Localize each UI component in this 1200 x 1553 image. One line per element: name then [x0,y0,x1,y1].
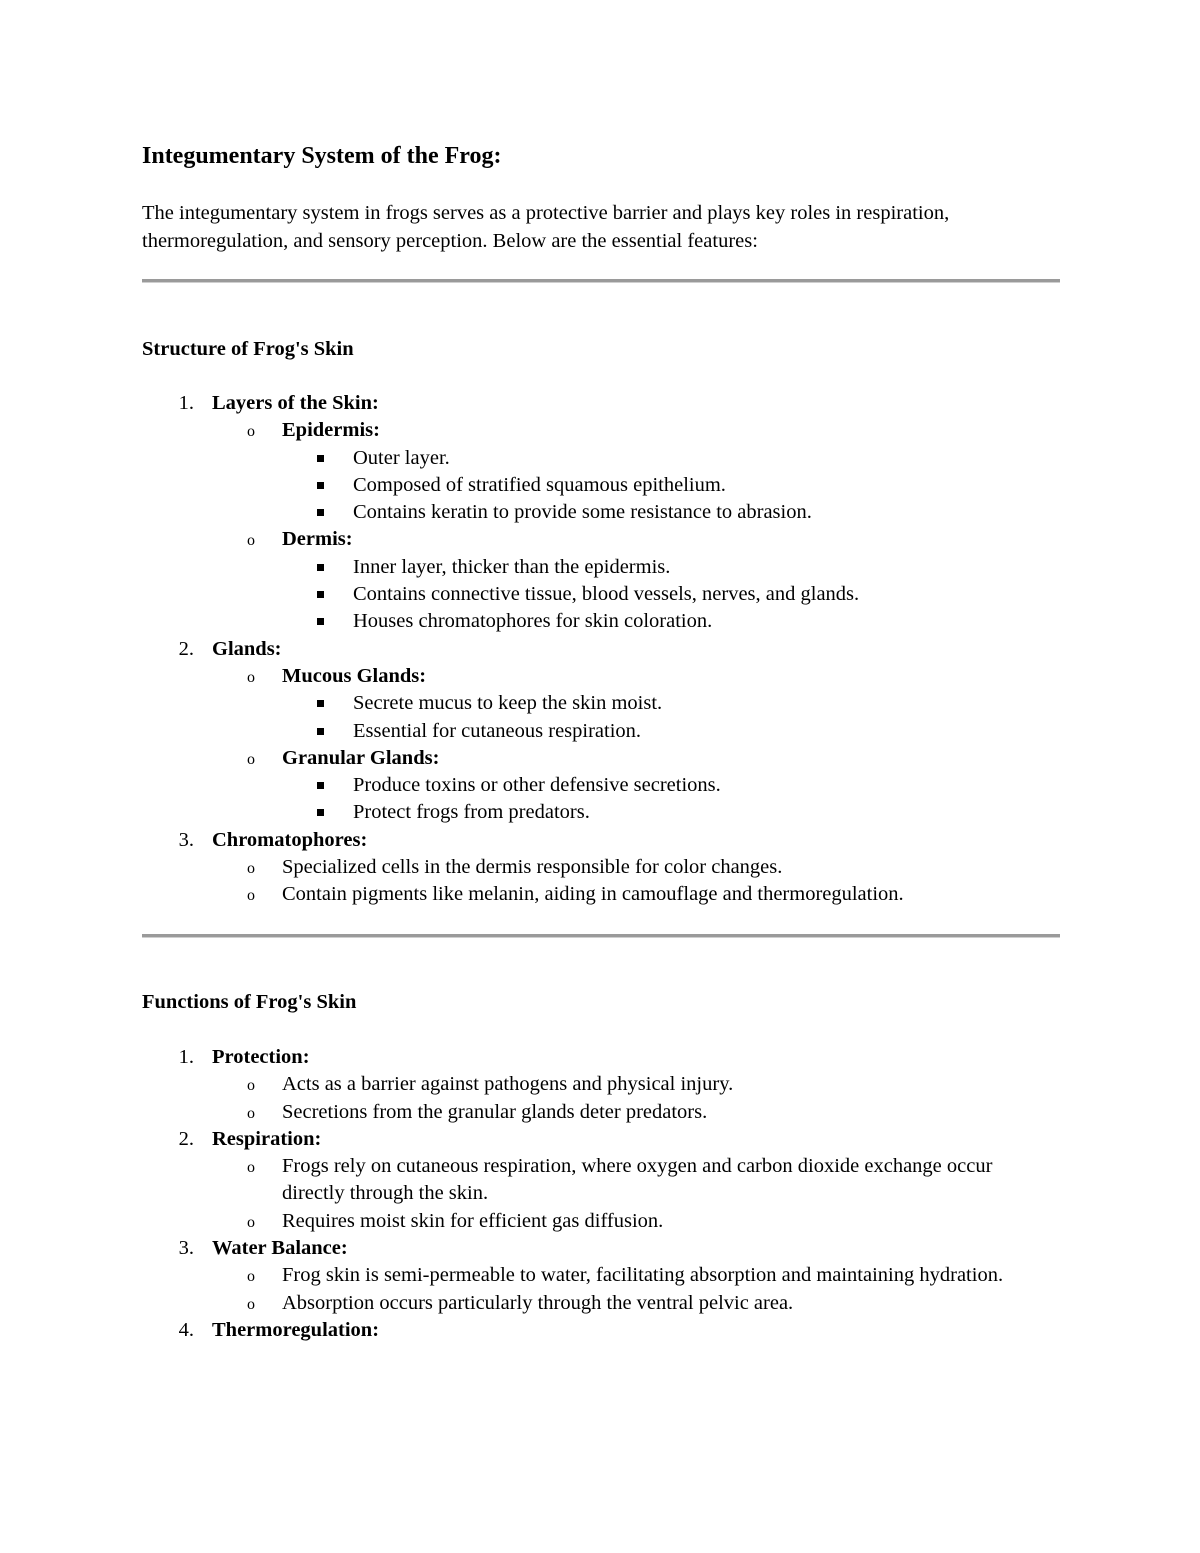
sub-item [142,1262,1060,1289]
detail-point [142,718,1060,745]
detail-point [142,554,1060,581]
detail-point-text: Contains connective tissue, blood vessels, nerves, and glands. [353,583,860,606]
sub-item-text: Absorption occurs particularly through the ventral pelvic area. [282,1291,794,1314]
intro-paragraph: The integumentary system in frogs serves as a protective barrier and plays key roles in respiration, thermoregulation, and sensory perception. Below are the essential features: [142,202,950,252]
sub-item [142,1071,1060,1098]
sub-item-text: Secretions from the granular glands deter predators. [282,1100,708,1123]
numbered-item [142,1317,1060,1344]
detail-point [142,581,1060,608]
numbered-item [142,1126,1060,1153]
detail-point [142,499,1060,526]
circle-bullet-icon: o [247,1159,255,1177]
numbered-item [142,390,1060,417]
item-label: Chromatophores: [212,828,368,851]
circle-bullet-icon: o [247,1077,255,1095]
numbered-item [142,1235,1060,1262]
sub-item [142,663,1060,690]
detail-point-text: Inner layer, thicker than the epidermis. [353,555,671,578]
item-number: 1. [178,1046,194,1068]
functions-list [142,1044,1060,1344]
detail-point-text: Contains keratin to provide some resistance to abrasion. [353,501,812,524]
sub-item-text: Specialized cells in the dermis responsible for color changes. [282,856,783,879]
structure-heading: Structure of Frog's Skin [142,338,354,360]
sub-item [142,1208,1060,1235]
circle-bullet-icon: o [247,668,255,686]
circle-bullet-icon: o [247,860,255,878]
item-label: Thermoregulation: [212,1318,380,1341]
sub-item-label: Mucous Glands: [282,664,427,687]
sub-item-text: Requires moist skin for efficient gas diffusion. [282,1209,664,1232]
numbered-item [142,827,1060,854]
square-bullet-icon [317,482,324,489]
item-number: 1. [178,392,194,414]
detail-point [142,690,1060,717]
square-bullet-icon [317,591,324,598]
detail-point-text: Houses chromatophores for skin coloration. [353,610,713,633]
detail-point [142,608,1060,635]
sub-item [142,745,1060,772]
circle-bullet-icon: o [247,423,255,441]
circle-bullet-icon: o [247,887,255,905]
sub-item-text: Acts as a barrier against pathogens and physical injury. [282,1073,734,1096]
sub-item-label: Dermis: [282,528,353,551]
circle-bullet-icon: o [247,750,255,768]
detail-point-text: Composed of stratified squamous epithelium. [353,473,726,496]
detail-point-text: Essential for cutaneous respiration. [353,719,642,742]
sub-item-text: Frogs rely on cutaneous respiration, where oxygen and carbon dioxide exchange occur directly through the skin. [282,1155,993,1205]
horizontal-rule [142,934,1060,938]
document-title: Integumentary System of the Frog: [142,143,502,169]
sub-item [142,1153,1060,1208]
item-number: 3. [178,1237,194,1260]
item-number: 4. [178,1318,194,1341]
square-bullet-icon [317,618,324,625]
square-bullet-icon [317,564,324,571]
functions-heading: Functions of Frog's Skin [142,991,357,1013]
detail-point-text: Secrete mucus to keep the skin moist. [353,692,663,715]
sub-item-label: Granular Glands: [282,746,440,769]
sub-item-label: Epidermis: [282,419,380,442]
detail-point-text: Outer layer. [353,446,450,469]
circle-bullet-icon: o [247,1213,255,1231]
item-label: Water Balance: [212,1237,348,1260]
circle-bullet-icon: o [247,1104,255,1122]
item-number: 3. [178,828,194,851]
square-bullet-icon [317,509,324,516]
circle-bullet-icon: o [247,532,255,550]
square-bullet-icon [317,728,324,735]
detail-point-text: Produce toxins or other defensive secretions. [353,774,721,797]
square-bullet-icon [317,782,324,789]
circle-bullet-icon: o [247,1295,255,1313]
horizontal-rule [142,279,1060,283]
item-label: Layers of the Skin: [212,392,379,414]
sub-item [142,1290,1060,1317]
numbered-item [142,1044,1060,1071]
sub-item [142,1099,1060,1126]
detail-point [142,445,1060,472]
item-number: 2. [178,637,194,660]
item-label: Respiration: [212,1127,322,1150]
square-bullet-icon [317,809,324,816]
detail-point [142,472,1060,499]
item-number: 2. [178,1127,194,1150]
item-label: Glands: [212,637,282,660]
structure-list [142,390,1060,909]
detail-point-text: Protect frogs from predators. [353,801,590,824]
square-bullet-icon [317,700,324,707]
sub-item-text: Contain pigments like melanin, aiding in camouflage and thermoregulation. [282,883,904,906]
sub-item [142,854,1060,881]
sub-item [142,526,1060,553]
numbered-item [142,636,1060,663]
circle-bullet-icon: o [247,1268,255,1286]
square-bullet-icon [317,455,324,462]
sub-item-text: Frog skin is semi-permeable to water, facilitating absorption and maintaining hydration. [282,1264,1004,1287]
detail-point [142,799,1060,826]
sub-item [142,417,1060,444]
item-label: Protection: [212,1046,310,1068]
sub-item [142,881,1060,908]
detail-point [142,772,1060,799]
